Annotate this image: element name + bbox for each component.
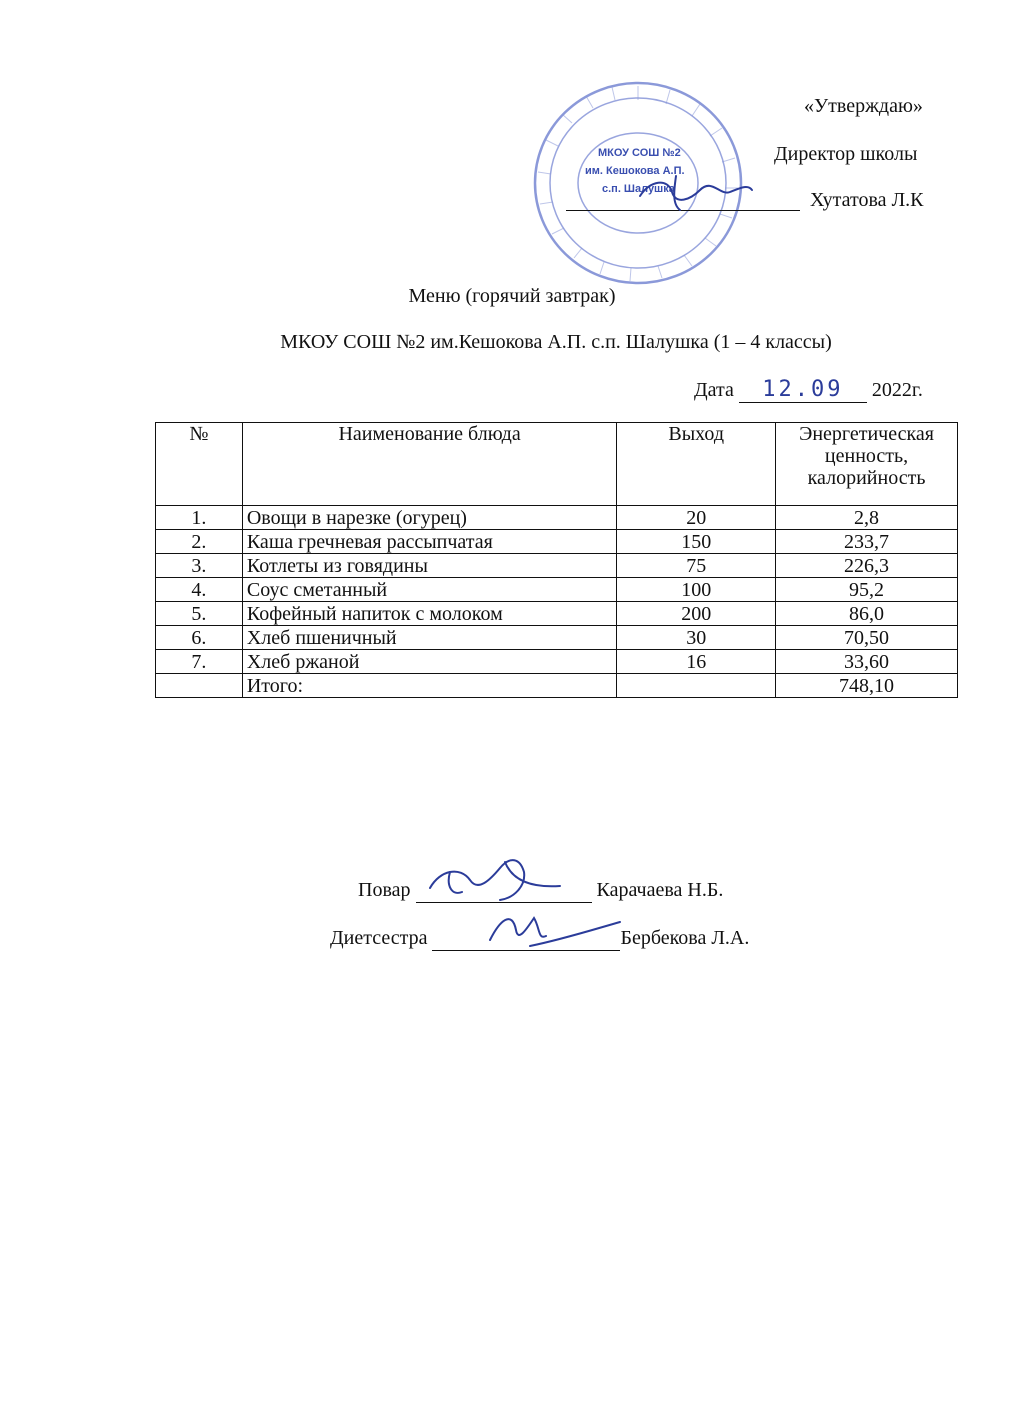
date-handwritten: 12.09 — [762, 377, 844, 402]
table-total-row — [156, 674, 958, 698]
date-year: 2022г. — [871, 379, 923, 401]
table-row — [156, 530, 958, 554]
cell-output: 20 — [617, 506, 776, 530]
approval-position: Директор школы — [774, 143, 918, 165]
header-output: Выход — [617, 423, 776, 506]
approval-approve: «Утверждаю» — [804, 95, 923, 117]
cook-name: Карачаева Н.Б. — [596, 879, 724, 901]
table-row — [156, 650, 958, 674]
cell-output: 150 — [617, 530, 776, 554]
cell-output: 200 — [617, 602, 776, 626]
cell-energy: 70,50 — [776, 626, 958, 650]
cell-output: 30 — [617, 626, 776, 650]
cell-output-empty — [617, 674, 776, 698]
cell-output: 100 — [617, 578, 776, 602]
date-value-box — [739, 378, 867, 403]
page-subtitle: МКОУ СОШ №2 им.Кешокова А.П. с.п. Шалушка (1 – 4 классы) — [280, 331, 832, 353]
cell-dish: Хлеб пшеничный — [242, 626, 616, 650]
cell-energy: 95,2 — [776, 578, 958, 602]
cell-number: 7. — [156, 650, 243, 674]
cell-output: 16 — [617, 650, 776, 674]
cell-dish: Каша гречневая рассыпчатая — [242, 530, 616, 554]
total-label: Итого: — [242, 674, 616, 698]
cell-dish: Овощи в нарезке (огурец) — [242, 506, 616, 530]
menu-table — [155, 422, 958, 698]
cell-number: 1. — [156, 506, 243, 530]
table-row — [156, 506, 958, 530]
page-title: Меню (горячий завтрак) — [408, 285, 616, 307]
cell-output: 75 — [617, 554, 776, 578]
cell-energy: 33,60 — [776, 650, 958, 674]
cell-energy: 2,8 — [776, 506, 958, 530]
table-row — [156, 626, 958, 650]
cell-dish: Соус сметанный — [242, 578, 616, 602]
cook-label: Повар — [358, 879, 411, 901]
total-energy: 748,10 — [776, 674, 958, 698]
cell-dish: Хлеб ржаной — [242, 650, 616, 674]
cell-number: 4. — [156, 578, 243, 602]
table-header-row — [156, 423, 958, 506]
cell-energy: 86,0 — [776, 602, 958, 626]
cell-energy: 233,7 — [776, 530, 958, 554]
stamp-line-2: им. Кешокова А.П. — [585, 165, 685, 177]
cook-signature-blank — [416, 878, 592, 903]
dietitian-name: Бербекова Л.А. — [620, 927, 750, 949]
cell-dish: Котлеты из говядины — [242, 554, 616, 578]
table-row — [156, 578, 958, 602]
approval-name: Хутатова Л.К — [810, 189, 924, 211]
date-label: Дата — [694, 379, 734, 401]
stamp-line-3: с.п. Шалушка — [602, 183, 675, 195]
header-energy: Энергетическая ценность, калорийность — [776, 423, 958, 506]
cell-number: 3. — [156, 554, 243, 578]
cell-number: 2. — [156, 530, 243, 554]
dietitian-signature-blank — [432, 926, 620, 951]
cell-dish: Кофейный напиток с молоком — [242, 602, 616, 626]
director-signature-line — [566, 210, 800, 211]
cook-signature-line — [358, 878, 723, 903]
header-dish: Наименование блюда — [242, 423, 616, 506]
stamp-line-1: МКОУ СОШ №2 — [598, 147, 681, 159]
cell-energy: 226,3 — [776, 554, 958, 578]
header-number: № — [156, 423, 243, 506]
dietitian-signature-line — [330, 926, 749, 951]
date-line — [694, 378, 923, 403]
dietitian-label: Диетсестра — [330, 927, 428, 949]
table-row — [156, 602, 958, 626]
cell-number: 6. — [156, 626, 243, 650]
table-row — [156, 554, 958, 578]
cell-number: 5. — [156, 602, 243, 626]
cell-number-empty — [156, 674, 243, 698]
